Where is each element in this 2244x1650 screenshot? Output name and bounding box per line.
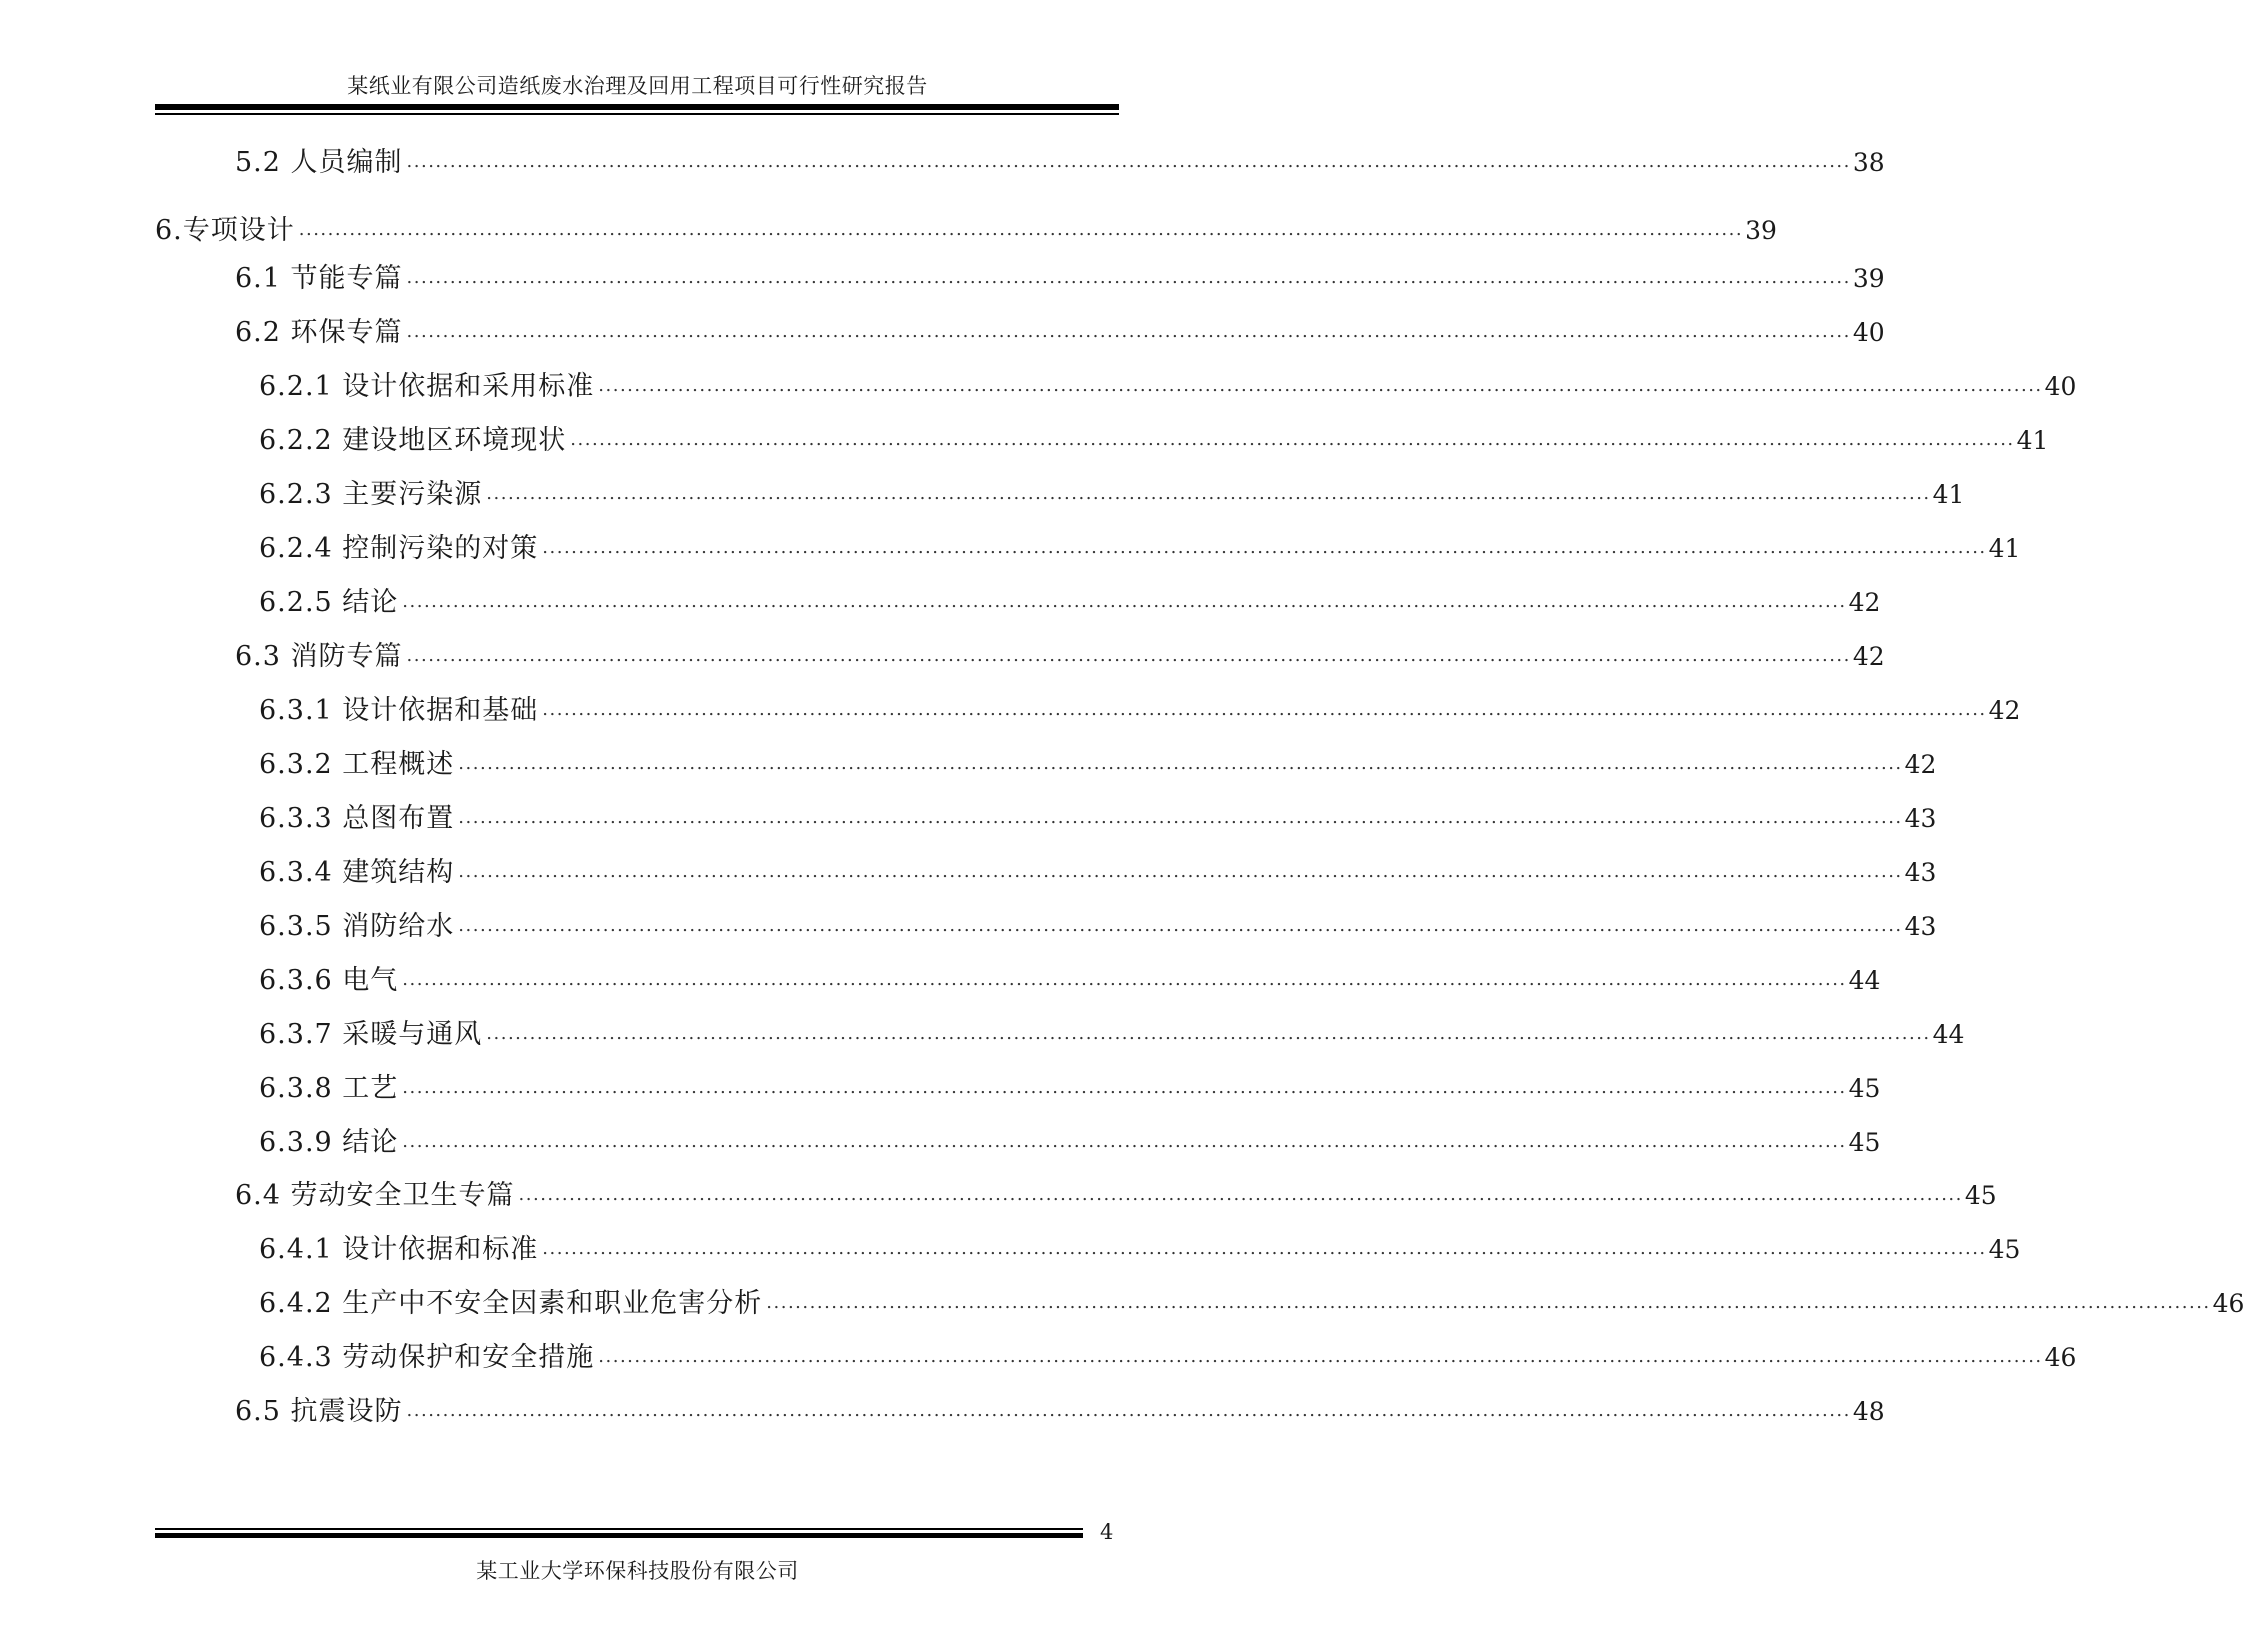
toc-leader-dots: ........................................................................................................................................................................................................ <box>458 915 1903 936</box>
toc-entry-label: 6.3.2 工程概述 <box>259 749 455 780</box>
toc-entry-page: 45 <box>1848 1128 1881 1157</box>
header-rule <box>155 104 1119 110</box>
toc-entry-page: 39 <box>1852 264 1885 293</box>
toc-entry-page: 42 <box>1988 696 2021 725</box>
toc-entry[interactable] <box>235 143 1885 183</box>
toc-entry-page: 43 <box>1904 912 1937 941</box>
toc-entry-label: 6.4 劳动安全卫生专篇 <box>235 1180 515 1211</box>
toc-entry-page: 42 <box>1848 588 1881 617</box>
toc-entry-page: 43 <box>1904 804 1937 833</box>
toc-entry-page: 38 <box>1852 148 1885 177</box>
toc-entry-page: 44 <box>1848 966 1881 995</box>
toc-entry-page: 46 <box>2212 1289 2244 1318</box>
toc-entry-page: 40 <box>2044 372 2077 401</box>
toc-entry[interactable] <box>259 907 1937 947</box>
toc-entry[interactable] <box>259 853 1937 893</box>
toc-entry[interactable] <box>259 529 2021 569</box>
toc-leader-dots: ........................................................................................................................................................................................................ <box>458 861 1903 882</box>
toc-leader-dots: ........................................................................................................................................................................................................ <box>542 1238 1987 1259</box>
toc-entry[interactable] <box>235 259 1885 299</box>
toc-entry-label: 6.3.8 工艺 <box>259 1073 399 1104</box>
toc-entry-label: 6.3 消防专篇 <box>235 641 403 672</box>
toc-entry-label: 6.1 节能专篇 <box>235 263 403 294</box>
toc-leader-dots: ........................................................................................................................................................................................................ <box>598 375 2043 396</box>
toc-leader-dots: ........................................................................................................................................................................................................ <box>406 645 1851 666</box>
toc-leader-dots: ........................................................................................................................................................................................................ <box>458 753 1903 774</box>
toc-entry[interactable] <box>235 637 1885 677</box>
toc-leader-dots: ........................................................................................................................................................................................................ <box>402 1131 1847 1152</box>
toc-entry-page: 40 <box>1852 318 1885 347</box>
toc-entry[interactable] <box>259 1015 1965 1055</box>
toc-entry-label: 6.4.2 生产中不安全因素和职业危害分析 <box>259 1288 763 1319</box>
toc-entry[interactable] <box>259 421 2049 461</box>
toc-entry[interactable] <box>259 367 2077 407</box>
toc-entry[interactable] <box>259 583 1881 623</box>
footer-rule <box>155 1533 1083 1538</box>
toc-entry[interactable] <box>259 475 1965 515</box>
toc-entry-page: 42 <box>1852 642 1885 671</box>
toc-leader-dots: ........................................................................................................................................................................................................ <box>458 807 1903 828</box>
toc-entry[interactable] <box>235 1392 1885 1432</box>
toc-entry-page: 46 <box>2044 1343 2077 1372</box>
toc-entry[interactable] <box>259 799 1937 839</box>
toc-leader-dots: ........................................................................................................................................................................................................ <box>406 267 1851 288</box>
toc-leader-dots: ........................................................................................................................................................................................................ <box>598 1346 2043 1367</box>
toc-entry-label: 6.2.5 结论 <box>259 587 399 618</box>
toc-leader-dots: ........................................................................................................................................................................................................ <box>298 219 1744 240</box>
page-number: 4 <box>1100 1520 1114 1544</box>
toc-entry-label: 6.3.7 采暖与通风 <box>259 1019 483 1050</box>
header-rule-thin <box>155 113 1119 115</box>
toc-leader-dots: ........................................................................................................................................................................................................ <box>486 483 1931 504</box>
footer-company: 某工业大学环保科技股份有限公司 <box>476 1559 799 1583</box>
toc-entry-label: 6.专项设计 <box>155 215 295 246</box>
toc-leader-dots: ........................................................................................................................................................................................................ <box>402 591 1847 612</box>
toc-entry[interactable] <box>155 211 1777 251</box>
toc-entry-label: 6.3.6 电气 <box>259 965 399 996</box>
toc-entry-label: 6.2.1 设计依据和采用标准 <box>259 371 595 402</box>
toc-entry-label: 6.2 环保专篇 <box>235 317 403 348</box>
toc-entry[interactable] <box>259 745 1937 785</box>
toc-entry-label: 6.3.5 消防给水 <box>259 911 455 942</box>
toc-leader-dots: ........................................................................................................................................................................................................ <box>402 1077 1847 1098</box>
toc-leader-dots: ........................................................................................................................................................................................................ <box>518 1184 1963 1205</box>
toc-entry-page: 45 <box>1988 1235 2021 1264</box>
toc-entry[interactable] <box>259 1284 2244 1324</box>
toc-entry-label: 6.3.4 建筑结构 <box>259 857 455 888</box>
toc-entry-label: 6.4.1 设计依据和标准 <box>259 1234 539 1265</box>
toc-entry-page: 43 <box>1904 858 1937 887</box>
toc-entry[interactable] <box>259 961 1881 1001</box>
toc-leader-dots: ........................................................................................................................................................................................................ <box>402 969 1847 990</box>
toc-entry-label: 6.2.3 主要污染源 <box>259 479 483 510</box>
toc-entry-page: 41 <box>1932 480 1965 509</box>
toc-entry[interactable] <box>259 1069 1881 1109</box>
toc-leader-dots: ........................................................................................................................................................................................................ <box>406 1400 1851 1421</box>
toc-leader-dots: ........................................................................................................................................................................................................ <box>766 1292 2211 1313</box>
toc-entry[interactable] <box>235 1176 1997 1216</box>
toc-entry-page: 41 <box>1988 534 2021 563</box>
toc-entry[interactable] <box>259 1230 2021 1270</box>
toc-entry-page: 42 <box>1904 750 1937 779</box>
toc-leader-dots: ........................................................................................................................................................................................................ <box>406 151 1851 172</box>
toc-entry-label: 6.2.4 控制污染的对策 <box>259 533 539 564</box>
footer-rule-thin <box>155 1528 1083 1530</box>
toc-entry[interactable] <box>259 1338 2077 1378</box>
toc-entry-page: 45 <box>1848 1074 1881 1103</box>
toc-entry-label: 6.3.3 总图布置 <box>259 803 455 834</box>
report-title: 某纸业有限公司造纸废水治理及回用工程项目可行性研究报告 <box>347 74 928 98</box>
toc-entry-page: 45 <box>1964 1181 1997 1210</box>
toc-leader-dots: ........................................................................................................................................................................................................ <box>406 321 1851 342</box>
toc-entry-label: 6.5 抗震设防 <box>235 1396 403 1427</box>
toc-entry[interactable] <box>235 313 1885 353</box>
toc-leader-dots: ........................................................................................................................................................................................................ <box>542 537 1987 558</box>
toc-entry-page: 44 <box>1932 1020 1965 1049</box>
toc-entry-label: 6.4.3 劳动保护和安全措施 <box>259 1342 595 1373</box>
toc-entry[interactable] <box>259 1123 1881 1163</box>
toc-entry-page: 39 <box>1745 216 1777 245</box>
toc-leader-dots: ........................................................................................................................................................................................................ <box>542 699 1987 720</box>
toc-entry[interactable] <box>259 691 2021 731</box>
toc-entry-page: 41 <box>2016 426 2049 455</box>
toc-entry-label: 5.2 人员编制 <box>235 147 403 178</box>
toc-entry-label: 6.3.1 设计依据和基础 <box>259 695 539 726</box>
toc-entry-label: 6.2.2 建设地区环境现状 <box>259 425 567 456</box>
toc-entry-label: 6.3.9 结论 <box>259 1127 399 1158</box>
toc-leader-dots: ........................................................................................................................................................................................................ <box>570 429 2015 450</box>
toc-leader-dots: ........................................................................................................................................................................................................ <box>486 1023 1931 1044</box>
toc-entry-page: 48 <box>1852 1397 1885 1426</box>
